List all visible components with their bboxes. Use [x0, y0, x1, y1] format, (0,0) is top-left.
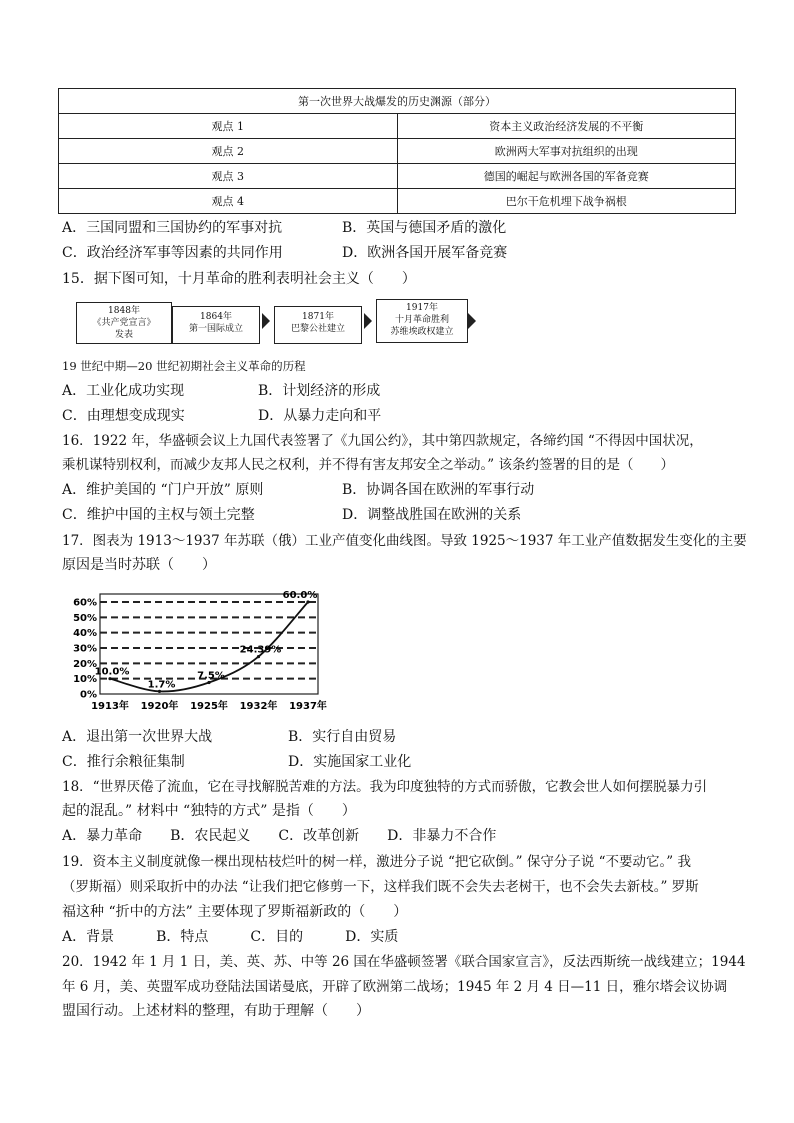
q14-option-c: C．政治经济军事等因素的共同作用 [62, 245, 283, 261]
q19-options: A．背景 B．特点 C．目的 D．实质 [62, 929, 399, 945]
q17-option-c: C．推行余粮征集制 [62, 754, 185, 770]
q19-stem-2: （罗斯福）则采取折中的办法 “让我们把它修剪一下，这样我们既不会失去老树干，也不会失去新枝。” 罗斯 [62, 879, 699, 895]
q16-option-c: C．维护中国的主权与领土完整 [62, 507, 255, 523]
flow-caption: 19 世纪中期—20 世纪初期社会主义革命的历程 [62, 359, 306, 373]
y-tick-label: 40% [73, 628, 97, 640]
y-tick-label: 0% [80, 689, 97, 701]
x-tick-label: 1937年 [289, 701, 327, 712]
q20-stem-1: 20．1942 年 1 月 1 日，美、英、苏、中等 26 国在华盛顿签署《联合国家宣言》，反法西斯统一战线建立；1944 [62, 954, 746, 970]
x-tick-label: 1920年 [140, 701, 179, 712]
q17-option-a: A．退出第一次世界大战 [62, 729, 213, 745]
q16-option-d: D．调整战胜国在欧洲的关系 [342, 507, 522, 523]
q16-stem-2: 乘机谋特别权利，而减少友邦人民之权利，并不得有害友邦安全之举动。” 该条约签署的目的是（ ） [62, 457, 674, 473]
q17-stem-1: 17．图表为 1913～1937 年苏联（俄）工业产值变化曲线图。导致 1925～1937 年工业产值数据发生变化的主要 [62, 533, 747, 549]
q19-stem-3: 福这种 “折中的方法” 主要体现了罗斯福新政的（ ） [62, 904, 408, 920]
table-row: 观点 1 资本主义政治经济发展的不平衡 [59, 114, 736, 139]
x-tick-label: 1913年 [91, 701, 129, 712]
industry-output-chart [68, 590, 330, 720]
table-row: 观点 2 欧洲两大军事对抗组织的出现 [59, 139, 736, 164]
q17-option-b: B．实行自由贸易 [288, 729, 397, 745]
q15-stem: 15．据下图可知，十月革命的胜利表明社会主义（ ） [62, 271, 416, 287]
data-label: 60.0% [282, 590, 318, 601]
y-tick-label: 50% [73, 612, 97, 624]
q16-option-b: B．协调各国在欧洲的军事行动 [342, 482, 535, 498]
flow-step-1: 1848年 《共产党宣言》 发表 [76, 302, 172, 344]
q14-option-a: A．三国同盟和三国协约的军事对抗 [62, 220, 283, 236]
table-row: 观点 3 德国的崛起与欧洲各国的军备竞赛 [59, 164, 736, 189]
q17-option-d: D．实施国家工业化 [288, 754, 412, 770]
flow-arrow [262, 313, 270, 329]
q14-option-b: B．英国与德国矛盾的激化 [342, 220, 507, 236]
flow-step-3: 1871年 巴黎公社建立 [274, 306, 362, 344]
flow-step-4: 1917年 十月革命胜利 苏维埃政权建立 [376, 299, 468, 343]
q17-stem-2: 原因是当时苏联（ ） [62, 557, 216, 573]
y-tick-label: 60% [73, 597, 97, 609]
x-tick-label: 1925年 [190, 701, 228, 712]
data-label: 10.0% [94, 666, 130, 678]
x-tick-label: 1932年 [239, 701, 278, 712]
q16-option-a: A．维护美国的 “门户开放” 原则 [62, 482, 264, 498]
data-label: 24.39% [239, 644, 282, 656]
q20-stem-3: 盟国行动。上述材料的整理，有助于理解（ ） [62, 1003, 370, 1019]
table-row: 观点 4 巴尔干危机埋下战争祸根 [59, 189, 736, 214]
q15-option-b: B．计划经济的形成 [258, 383, 381, 399]
q15-option-c: C．由理想变成现实 [62, 408, 185, 424]
q15-option-d: D．从暴力走向和平 [258, 408, 382, 424]
flow-step-2: 1864年 第一国际成立 [172, 306, 260, 344]
q18-stem-2: 起的混乱。” 材料中 “独特的方式” 是指（ ） [62, 803, 356, 819]
q14-option-d: D．欧洲各国开展军备竞赛 [342, 245, 508, 261]
q16-stem-1: 16．1922 年，华盛顿会议上九国代表签署了《九国公约》，其中第四款规定，各缔约国 “不得因中国状况， [62, 433, 703, 449]
q20-stem-2: 年 6 月，美、英盟军成功登陆法国诺曼底，开辟了欧洲第二战场；1945 年 2 月 4 日—11 日，雅尔塔会议协调 [62, 979, 728, 995]
y-tick-label: 10% [73, 674, 97, 686]
y-tick-label: 30% [73, 643, 97, 655]
q19-stem-1: 19．资本主义制度就像一棵出现枯枝烂叶的树一样，激进分子说 “把它砍倒。” 保守分子说 “不要动它。” 我 [62, 854, 691, 870]
q18-stem-1: 18．“世界厌倦了流血，它在寻找解脱苦难的方法。我为印度独特的方式而骄傲，它教会世人如何摆脱暴力引 [62, 779, 708, 795]
y-tick-label: 20% [73, 658, 97, 670]
viewpoints-table [58, 88, 736, 214]
data-label: 7.5% [197, 670, 225, 682]
q18-options: A．暴力革命 B．农民起义 C．改革创新 D．非暴力不合作 [62, 828, 497, 844]
table-title: 第一次世界大战爆发的历史渊源（部分） [59, 89, 736, 114]
chart-svg [68, 590, 330, 720]
flow-arrow [364, 313, 372, 329]
q15-option-a: A．工业化成功实现 [62, 383, 185, 399]
flow-arrow [468, 313, 476, 329]
data-label: 1.7% [147, 679, 176, 691]
